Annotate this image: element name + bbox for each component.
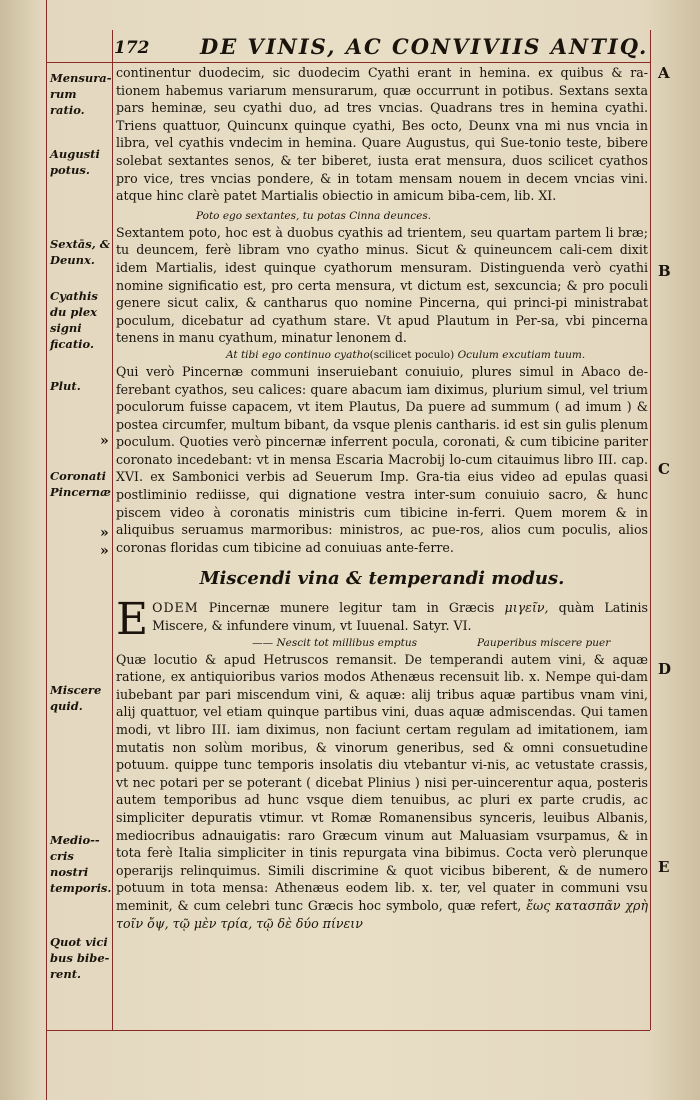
drop-cap: E: [116, 594, 149, 646]
side-letter-c: C: [658, 460, 670, 478]
margin-note: Medio-- cris nostri temporis.: [50, 833, 112, 895]
margin-note: Quot vici bus bibe-rent.: [50, 935, 110, 981]
side-letter-d: D: [658, 660, 672, 678]
text-span: Pincernæ munere legitur tam in Græcis: [208, 600, 495, 616]
page-number: 172: [114, 38, 150, 58]
greek-quote: ἔως κατασπᾶν χρὴ τοῖν ὄψ, τῷ μὲν τρία, τῷ δὲ δύο πίνειν: [116, 897, 649, 931]
paragraph: Sextantem poto, hoc est à duobus cyathis ad trientem, seu quartam partem li bræ; tu deuncem, ferè libram vno cyatho minus. Sicut & quineuncem cali-cem dixit idem Martialis, idest quinque cyathorum mensuram. Distinguenda verò cyathi nomine significatio est, pro certa mensura, vt dictum est, sexcuncia; & pro poculi genere sicut calix, & cantharus quo nomine Pincerna, qui princi-pi ministrabat poculum, dicebatur ad cyathum stare. Vt apud Plautum in Per-sa, vbi pincerna tenens in manu cyathum, minatur lenonem d.: [116, 224, 648, 346]
margin-note: Cyathis du plex signi ficatio.: [50, 289, 98, 351]
section-title: Miscendi vina & temperandi modus.: [199, 568, 565, 590]
verse-gloss: (scilicet poculo): [369, 348, 455, 361]
margin-note: Coronati Pincernæ: [50, 469, 111, 499]
running-head: DE VINIS, AC CONVIVIIS ANTIQ.: [200, 34, 649, 59]
small-caps: ODEM: [152, 600, 199, 616]
margin-note: Mensura-rum ratio.: [50, 71, 112, 117]
text-margin-rule: [112, 30, 113, 1030]
verse-dash: ——: [252, 636, 274, 649]
verse-quote: [152, 635, 648, 651]
greek-word: μιγεῖν,: [504, 600, 549, 616]
side-letter-a: A: [658, 64, 670, 82]
verse-text: At tibi ego continuo cyatho: [226, 348, 370, 361]
text-span: Quæ locutio & apud Hetruscos remansit. De temperandi autem vini, & aquæ ratione, ex antiquioribus varios modos Athenæus recensuit lib. x. Nempe qui-dam iubebant par pari miscendum vini, & aquæ: alij tribus aquæ partibus vnam vini, alij quattuor, vel etiam quinque partibus vini, duas aquæ admiscendas. Qui tamen modi, vt libro III. iam diximus, non faciunt certam regulam ad imitationem, iam mutatis non solùm moribus, & vinorum generibus, sed & omni consuetudine potuum. quippe tunc temporis insolatis diu vtebantur vi-nis, ac vetustate crassis, vt nec potari per se poterant ( dicebat Plinius ) nisi per-uincerentur aqua, posteris autem temporibus ad hunc vsque diem tenuibus, ac pluri ex parte crudis, ac simpliciter depuratis vtimur. vt Romæ Romanensibus synceris, leuibus Albanis, mediocribus adnauigatis: raro Græcum vinum aut Maluasiam vsurpamus, & in tota ferè Italia simpliciter in tinis repurgata vina bibimus. Cocta verò plerunque operarijs relinquimus. Simili discrimine & quot vicibus biberent, & de numero potuum in tota mensa: Athenæus eodem lib. x. ter, vel quater in communi vsu meminit, & cum celebri tunc Græcis hoc symbolo, quæ refert,: [116, 651, 648, 913]
verse-text: Pauperibus miscere puer: [477, 636, 611, 649]
margin-note: Miscere quid.: [50, 683, 102, 713]
verse-text: Oculum excutiam tuum.: [457, 348, 586, 361]
citation-marker: »: [100, 543, 109, 559]
paragraph: Qui verò Pincernæ communi inseruiebant conuiuio, plures simul in Abaco de-ferebant cyathos, seu calices: quare abacum iam diximus, plurium simul, vel trium poculorum fuisse capacem, vt item Plautus, Da puere ad summum ( ad imum ) & postea circumfer, multum bibant, da vsque plenis cantharis. id est sin gulis plenum poculum. Quoties verò pincernæ inferrent pocula, coronati, & cum tibicine pariter coronato incedebant: vt in mensa Escaria Macrobij lo-cum citauimus libro III. cap. XVI. ex Sambonici verbis ad Seuerum Imp. Gra-tia eius video ad epulas quasi postliminio rediisse, qui dignatione vestra inter-sum conuiuio sacro, & hunc piscem video à coronatis ministris cum tibicine in-ferri. Quem morem & in aliquibus seruamus marmoribus: ministros, ac pue-ros, alios cum poculis, alios coronas floridas cum tibicine ad conuiuas ante-ferre.: [116, 363, 649, 555]
side-letter-e: E: [658, 858, 670, 876]
right-margin-rule: [650, 30, 651, 1030]
left-margin-rule: [46, 0, 47, 1100]
page-header: [110, 30, 650, 64]
verse-quote: [116, 347, 648, 363]
text-span: quàm Latinis Miscere, & infundere vinum, vt Iuuenal. Satyr. VI.: [152, 600, 648, 634]
paragraph: continentur duodecim, sic duodecim Cyathi erant in hemina. ex quibus & ra-tionem habemus variarum mensurarum, quæ occurrunt in potibus. Sextans sexta pars heminæ, seu cyathi duo, ad tres vncias. Quadrans tres in hemina cyathi. Triens quattuor, Quincunx quinque cyathi, Bes octo, Deunx vna mi nus vncia in libra, vel cyathis vndecim in hemina. Quare Augustus, qui Sue-tonio teste, bibere solebat sextantes senos, & ter biberet, iusta erat mensura, duos scilicet cyathos pro vice, tres vncias pondere, & in totam mensam nouem in decem vncias vini. atque hinc clarè patet Martialis obiectio in amicum biba-cem, lib. XI.: [116, 65, 648, 204]
citation-marker: »: [100, 433, 109, 449]
verse-text: Nescit tot millibus emptus: [276, 636, 418, 649]
margin-note: Sextās, & Deunx.: [50, 237, 111, 267]
paragraph: [116, 651, 648, 933]
margin-note: Plut.: [50, 379, 81, 393]
side-letter-b: B: [658, 262, 671, 280]
footer-rule: [46, 1030, 650, 1031]
margin-note: Augusti potus.: [50, 147, 100, 177]
main-text: [116, 64, 648, 932]
verse-quote: Poto ego sextantes, tu potas Cinna deunces.: [196, 209, 432, 222]
citation-marker: »: [100, 525, 109, 541]
